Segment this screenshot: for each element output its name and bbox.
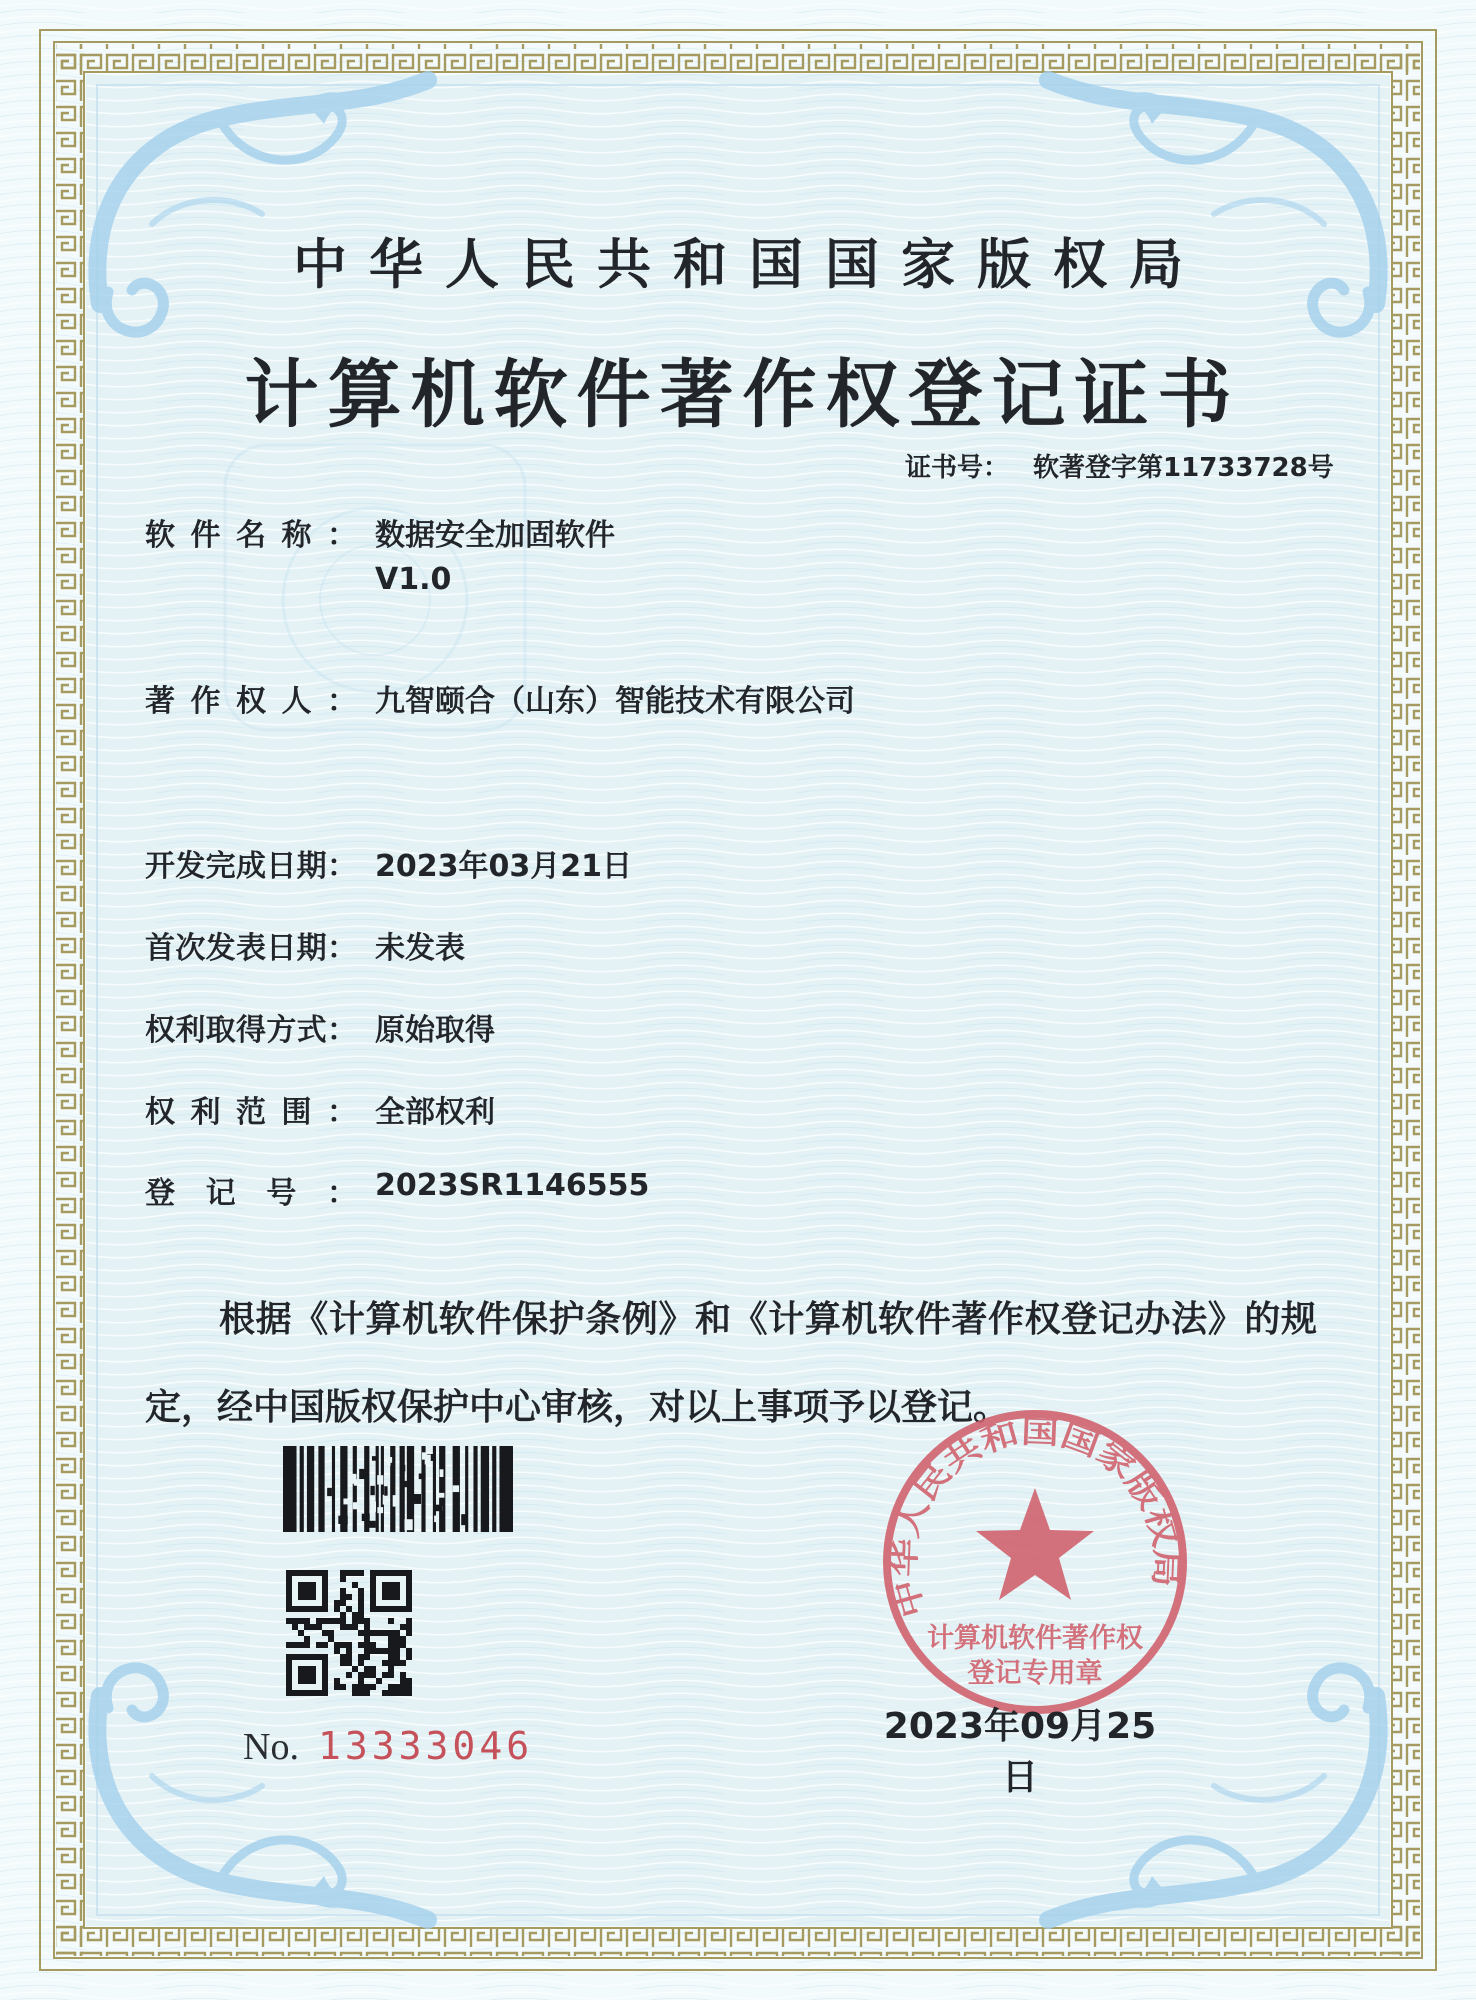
registration-statement: 根据《计算机软件保护条例》和《计算机软件著作权登记办法》的规定，经中国版权保护中心审核，对以上事项予以登记。	[145, 1299, 1317, 1428]
field-label: 权利范围：	[145, 1095, 357, 1130]
field-value: 数据安全加固软件	[375, 518, 615, 553]
seal-caption-line2: 登记专用章	[967, 1658, 1103, 1689]
seal-ring-text: 中华人民共和国国家版权局	[886, 1414, 1184, 1622]
field-value: 九智颐合（山东）智能技术有限公司	[375, 684, 855, 719]
seal-caption-line1: 计算机软件著作权	[927, 1623, 1143, 1654]
field-value: 2023SR1146555	[375, 1168, 650, 1203]
certificate-number-value: 软著登字第11733728号	[1033, 453, 1334, 483]
issue-date: 2023年09月25日	[883, 1706, 1157, 1798]
barcode-bars	[283, 1446, 513, 1532]
authority-title: 中华人民共和国国家版权局	[293, 232, 1205, 296]
serial-number-row	[243, 1724, 533, 1769]
barcode	[283, 1446, 513, 1538]
field-label: 权利取得方式：	[145, 1013, 357, 1048]
field-value: 未发表	[375, 931, 465, 966]
field-label: 首次发表日期：	[145, 931, 357, 966]
field-first-publication	[145, 923, 465, 967]
certificate-number-label: 证书号：	[905, 453, 1010, 483]
field-value: 全部权利	[375, 1095, 495, 1130]
field-copyright-owner	[145, 676, 855, 720]
serial-number-value: 13333046	[318, 1724, 534, 1768]
field-software-name	[145, 510, 615, 554]
qr-code	[286, 1570, 412, 1700]
field-rights-scope	[145, 1087, 495, 1131]
official-seal	[860, 1402, 1210, 1726]
field-label: 著作权人：	[145, 684, 357, 719]
field-label: 登记号：	[145, 1176, 357, 1211]
seal-star	[976, 1488, 1094, 1600]
field-registration-number	[145, 1168, 650, 1212]
qr-code-modules	[286, 1570, 412, 1696]
certificate-title: 计算机软件著作权登记证书	[244, 352, 1241, 438]
field-value: 原始取得	[375, 1013, 495, 1048]
serial-number-label: No.	[243, 1726, 299, 1768]
field-value: V1.0	[375, 562, 452, 597]
field-acquisition-method	[145, 1005, 495, 1049]
field-completion-date	[145, 841, 632, 885]
field-label: 软件名称：	[145, 518, 357, 553]
field-value: 2023年03月21日	[375, 849, 632, 884]
certificate-number-row	[905, 447, 1334, 484]
field-label: 开发完成日期：	[145, 849, 357, 884]
